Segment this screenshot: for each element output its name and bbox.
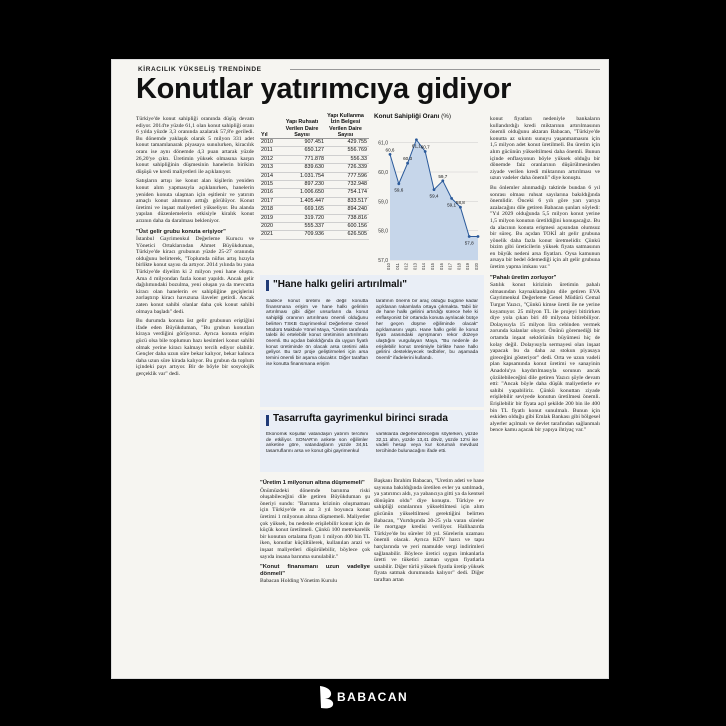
column-5 [490, 116, 600, 671]
chart-data-label: 61,1 [411, 143, 421, 149]
chart-point [415, 138, 418, 141]
chart-x-tick: 2020 [474, 263, 479, 270]
chart-data-label: 60,7 [420, 144, 430, 150]
table-row [260, 147, 369, 155]
table-cell: 777.596 [347, 172, 367, 179]
intro-paragraph: Satışların artışı ise konut alan kişilerin yeniden konut alım yapmasıyla açıklanırken, hanelerin yeniden konuta ulaşman için eşitlenir ve yatırım amaçlı konut alımının arttığı görülüyor. Konut üretimi ve inşaat maliyetleri yükseliyor. Bu alanda yapılan düzenlemelerin etkisiyle kiralık konut arzının daha da daralması bekleniyor. [136, 178, 254, 224]
table-row [260, 156, 369, 164]
table-cell: 2019 [261, 214, 273, 221]
table-cell: 833.517 [347, 197, 367, 204]
table-cell: 556.33 [350, 155, 367, 162]
table-cell: 2010 [261, 139, 273, 145]
chart-title-unit: (%) [441, 113, 452, 120]
chart-y-tick: 60,0 [378, 170, 388, 176]
table-row [260, 198, 369, 206]
table-cell: 907.451 [304, 139, 324, 145]
chart-x-tick: 2015 [430, 263, 435, 270]
table-cell: 2014 [261, 172, 273, 179]
chart-point [389, 153, 392, 156]
table-header-cell: Yapı Ruhsatı Verilen Daire Sayısı [285, 119, 319, 138]
table-cell: 2015 [261, 180, 273, 187]
table-cell: 2011 [261, 147, 273, 154]
chart-y-tick: 61,0 [378, 140, 388, 147]
chart-x-tick: 2011 [394, 263, 400, 270]
table-row [260, 189, 369, 197]
chart-x-tick: 2016 [438, 263, 444, 270]
table-cell: 556.769 [347, 147, 367, 154]
table-cell: 1.006.650 [300, 189, 324, 196]
column-5-paragraph: Bu önlemler alınmadığı taktirde bundan 6 yıl sonrası olması ruhsat sayılarına bakıldığında önemlidir. Önceki 6 yılı göre yarı yarıya azalacağını dile getiren Babacan şunları söyledi: "Yıl 2029 olduğunda 5,5 milyon konut yerine 1,5 milyon konutun üretildiğini konuşacağız. Bu da alacının konuta erişmesi açısından olumsuz bir süreç. Bu açıdan TOKİ alt gelir grubuna yönelik daha fazla konut üretmelidir. Çünkü bizim gibi üreticilerin yüksek fiyata satmasının en büyük nedeni arsa fiyatları. Oysa kamunun arsaya bir bedel ödemediği için alt gelir grubuna üretim yapma imkanı var." [490, 184, 600, 271]
table-cell: 2020 [261, 222, 273, 229]
chart-point [424, 150, 427, 153]
section-3-paragraph: Babacan Holding Yönetim Kurulu [260, 578, 338, 585]
chart-x-tick: 2019 [465, 263, 471, 270]
section-2-paragraph: Önümüzdeki dönemde barınma riski oluşabileceğini dile getiren Büyükduman şu öneriyi sundu: "Barınma krizinin oluşmaması için Türkiye'de en az 3 yıl boyunca konut üretimi 1 milyonun altına düşmemeli. Maliyetler çok yüksek, bu nedenle erişilebilir konut için de küçük konut üretilmeli. Çünkü 100 metrekarelik bir konutun ortalama fiyatı 1 milyon 400 bin TL iken, konutlar küçültülerek, kullanılan arazi ve inşaat maliyetleri düşürülebilir, böylece çok sayıda insana barınma sunulabilir." [260, 487, 370, 560]
chart-data-label: 57,8 [464, 240, 474, 246]
chart-data-label: 59,4 [429, 193, 439, 199]
section-1-title: "Üst gelir grubu konuta erişiyor" [136, 228, 226, 235]
chart-point [477, 235, 480, 238]
table-cell: 2021 [261, 231, 273, 238]
table-header-cell: Yıl [261, 131, 268, 138]
table-row [260, 139, 369, 147]
quote-box-right-text: tarafının önemli bir araç olduğu bugüne kadar açıklanan rakamlarla ortaya çıkmakta. Tabii bir de hane halkı gelirini artırdığı sürece hele ki enflasyonist bir ortamda konuta ayrılacak bütçe her geçen düşme eğiliminde olacak" açıklamasını yaptı. Hane halkı geliri ile konut fiyatı arasındaki ayrışmanın rekor düzeye ulaştığını vurgulayan Maya, "Bu nedenle de erişilebilir konut üretimiyle birlikte hane halkı gelirini destekleyecek tedbirler, bu aşamada önemli" ifadelerini kullandı. [376, 299, 478, 362]
table-cell: 726.339 [347, 164, 367, 171]
quote-box-left-text: Sadece konut üretimi ile değil konutta finansmana erişim ve hane halkı gelirinin artırılması gibi diğer unsurların da konut sahipliği oranının artırılması önemli olduğunu belirten TSKB Gayrimenkul Değerleme Genel Müdürü Makbule Yönel Maya, "Üretim tarafında talebi iki ertelebilir konut üretiminin artırılması önemli. Bu açıdan bakıldığında da uygun fiyatlı konut üretiminde ön olacak arsa üretimi akla geliyor. Bu tarz proje geliştirmeleri için arsa temini önemli bir aşama olacaktır. Diğer taraftan ise konutta finansmana erişim [266, 299, 368, 367]
quote-box [260, 275, 484, 407]
box-accent-bar [266, 280, 269, 291]
column-4 [374, 478, 484, 671]
quote-box-title: "Hane halkı geliri artırılmalı" [273, 279, 407, 290]
ownership-rate-chart [374, 113, 482, 273]
section-4-title: "Pahalı üretim zorluyor" [490, 274, 557, 281]
table-row [260, 223, 369, 231]
chart-data-label: 59,1 [447, 202, 457, 208]
section-1-paragraph: İstanbul Gayrimenkul Değerleme Kurucu ve Yönetici Ortaklarından Ahmet Büyükduman, Türkiye'de kiracı grubunun yüzde 25-27 oranında olduğunu belirterek, "Toplumda nüfus artış hızıyla birlikte konut sayısı da artıyor. 2014 yılında bu yana Türkiye'de diyelim ki 2 milyon yeni hane oluştu. Ama 4 milyondan fazla konut yapıldı. Ancak gelir dağılımındaki bozulma, yeni oluşan ya da mevcutta kiracı olan hanelerin ev sahipliğine geçişlerini zorlaştırıp kiracı havuzuna ilaveler getirdi. Ancak zaten konut sahibi olanlar daha çok konut sahibi olmaya başladı" dedi. [136, 236, 254, 315]
table-cell: 738.816 [347, 214, 367, 221]
chart-data-label: 59,7 [438, 173, 448, 179]
table-row [260, 215, 369, 223]
chart-x-tick: 2013 [412, 263, 418, 270]
table-cell: 2012 [261, 155, 273, 162]
table-row [260, 181, 369, 189]
table-cell: 555.337 [304, 222, 324, 229]
headline: Konutlar yatırımcıya gidiyor [136, 73, 512, 105]
table-cell: 2018 [261, 206, 273, 213]
column-1 [136, 116, 254, 671]
chart-point [433, 188, 436, 191]
kicker: KİRACILIK YÜKSELİŞ TRENDİNDE [138, 66, 262, 73]
chart-data-label: 60,6 [385, 147, 395, 153]
chart-y-tick: 58,0 [378, 228, 388, 235]
column-3 [260, 476, 370, 671]
kicker-divider [290, 69, 600, 70]
section-3-title: "Konut finansmanı uzun vadeliye dönmeli" [260, 564, 370, 577]
table-cell: 754.174 [347, 189, 367, 196]
chart-point [459, 206, 462, 209]
chart-x-tick: 2012 [403, 263, 409, 270]
table-cell: 2016 [261, 189, 273, 196]
savings-inset-box [260, 410, 484, 472]
table-header-cell: Yapı Kullanma İzin Belgesi Verilen Daire Sayısı [327, 113, 364, 138]
chart-x-tick: 2014 [421, 263, 427, 270]
babacan-logo-icon [318, 684, 336, 710]
table-cell: 894.240 [347, 206, 367, 213]
babacan-logo [318, 684, 408, 712]
housing-permit-table [260, 113, 369, 278]
chart-point [397, 182, 400, 185]
chart-data-label: 60,3 [403, 156, 413, 162]
chart-point [450, 197, 453, 200]
chart-point [468, 235, 471, 238]
chart-data-label: 59,6 [394, 187, 404, 193]
chart-data-label: 58,8 [455, 200, 465, 206]
chart-x-tick: 2010 [386, 263, 391, 270]
table-cell: 669.165 [304, 206, 324, 213]
inset-box-right-text: varlıklarda değerlendireceğini söylerken, yüzde 32,11 altın, yüzde 13,41 döviz, yüzde 12'si ise vadeli hesap veya kur korumalı mevduat tercihinde bulunacağını ifade etti. [376, 432, 478, 455]
table-row [260, 206, 369, 214]
table-cell: 897.230 [304, 180, 324, 187]
table-header [260, 113, 369, 139]
section-2-title: "Üretim 1 milyonun altına düşmemeli" [260, 480, 365, 486]
table-cell: 600.156 [347, 222, 367, 229]
table-cell: 732.948 [347, 180, 367, 187]
chart-point [441, 179, 444, 182]
table-cell: 2017 [261, 197, 273, 204]
chart-x-tick: 2018 [456, 263, 462, 270]
table-cell: 1.031.754 [300, 172, 324, 179]
chart-y-tick: 57,0 [378, 258, 388, 264]
newspaper-page [112, 60, 608, 678]
table-body [260, 139, 369, 240]
intro-paragraph: Türkiye'de konut sahipliği oranında düşüş devam ediyor. 2014'te yüzde 61,1 olan konut sahipliği oranı 6 yılda yüzde 3,3 oranında azalarak 57,8'e geriledi. Bu dönemde yaklaşık olarak 5 milyon 331 adet konut tamamlanarak piyasaya sunulurken, kiracılık oranı ise aynı dönemde 4,3 puan artarak yüzde 26,20'ye çıktı. Üretimin yüksek olmasına karşın konut sahipliğinin düşmesinin hanelerin birikim düşüşü ve kredi maliyetleri ile açıklanıyor. [136, 116, 254, 175]
table-cell: 626.505 [347, 231, 367, 238]
table-row [260, 173, 369, 181]
inset-accent-bar [266, 415, 269, 426]
table-cell: 650.127 [304, 147, 324, 154]
inset-box-title: Tasarrufta gayrimenkul birinci sırada [273, 413, 448, 424]
table-row [260, 231, 369, 239]
chart-x-tick: 2017 [447, 263, 453, 270]
table-cell: 2013 [261, 164, 273, 171]
table-cell: 709.936 [304, 231, 324, 238]
chart-title-text: Konut Sahipliği Oranı [374, 113, 440, 120]
column-5-paragraph: konut fiyatları nedeniyle bankaların kullandırdığı kredi miktarının artırılmasının önemli olduğunu aktaran Babacan, "Türkiye'de konutta az sıkıntı sunuyu yaşanmamasını için 1,5 milyon adet konut üretilmeli. Bu üretim için alım gücünün yükseltilmesi daha önemli. Bunun içinde enflasyonun böyle yüksek olduğu bir dönemde faiz oranlarının düşürülmesinden ziyade verilen kredi miktarının artırılması ve uzun vadeler daha önemli" diye konuştu. [490, 116, 600, 182]
chart-title [374, 113, 482, 120]
table-cell: 319.720 [304, 214, 324, 221]
table-cell: 771.878 [304, 155, 324, 162]
section-4-paragraph: Satılık konut kirizinin üretimin pahalı olmasından kaynaklandığını dile getiren EVA Gayrimenkul Değerleme Genel Müdürü Cemal Turgut Yazıcı, "Çünkü kimse üretti ile ne yerine koyamıyor. 25 milyon TL ile projeyi bitirirken diye yola çıkan biri 40 milyona bitirebiliyor. Dolayısıyla 15 milyon lira cebinden vermek zorunda kalanlar oluyor. Önünü göremediği bir ortamda inşaat sektörünün büyümesi hiç de kolay değil. Dolayısıyla sermayesi olan inşaat yapacak bu da daha az stokun piyasaya gireceğini gösteriyor" dedi. Orta ve uzun vadeli plan kapsamında konut üretimi ve sanayinin Anadolu'ya kaydırılmasıyla sorunun ancak çözülebileceğini dile getiren Yazıcı şöyle devam etti: "Ancak böyle daha düşük maliyetlerle ev sahibi yapabiliriz. Çünkü konuttan ziyade erişilebilir seviyede konutun üretilmesi önemli. Erişilebilir bir fiyata açıl şekilde 200 bin ile 400 bin TL fiyatlı konut sunulmalı. Bunun için eskiden olduğu gibi Emlak Bankası gibi bölgesel alyerler açılmalı ve devlet tarafından sağlanmalı bence kamu açacak bir yapıya ihtiyaç var." [490, 282, 600, 434]
column-4-paragraph: Başkanı İbrahim Babacan, "Üretim adeti ve hane sayısına bakıldığında üretilen evler ya satılmadı, ya yatırımcı aldı, ya yabancıya gitti ya da kentsel dönüşüm oldu" diye konuştu. Türkiye ev sahipliği oranlarının yükseltilmesi için alım gücünün yükseltilmesi gerektiğini belirten Babacan, "Yurtdışında 20-25 yıla varan süreler ile mortgage kredisi veriliyor. Halihazırda Türkiye'de bu süreler 10 yıl. Sürelerin uzaması önemli olacak. Ayrıca KDV harcı ve tapu harçlarında ve yeri mamulde vergi indirimleri sağlanabilir. Böylece üretici uygun imkanlarla üretti ve tüketici zaman uygun fiyatlarla satabilir. Diğer türlü yüksek fiyatla üretip yüksek fiyata satmak durumunda kalıyor" dedi. Diğer taraftan artan [374, 478, 484, 583]
table-cell: 429.755 [347, 139, 367, 145]
chart-y-tick: 59,0 [378, 199, 388, 206]
section-1-paragraph: Bu durumda konuta üst gelir grubunun eriştiğini ifade eden Büyükduman, "Bu grubun konutları kiraya verdiğini görüyoruz. Ayrıca konuta erişim gücü olsa bile toplumun bazı kesimleri konut sahibi olmak yerine kiracı kalmayı tercih ediyor olabilir. Gençler daha uzun süre bekar kalıyor, bekar kalınca daha uzun süre kirada kalıyor. Bu grubun da toplum içindeki payı artıyor. Bir de böyle bir sosyolojik gerçeklik var" dedi. [136, 318, 254, 377]
inset-box-left-text: Ekonomik koşullar vatandaşın yatırım tercihini de etkiliyor. SONAR'ın ankete son eğilimler anketine göre, vatandaşların yüzde 34,51 tasarruflarını arsa ve konut gibi gayrimenkul [266, 432, 368, 455]
table-cell: 1.405.447 [300, 197, 324, 204]
logo-text: BABACAN [337, 690, 409, 704]
chart-plot [374, 120, 482, 270]
chart-point [406, 162, 409, 165]
table-row [260, 164, 369, 172]
table-cell: 839.630 [304, 164, 324, 171]
